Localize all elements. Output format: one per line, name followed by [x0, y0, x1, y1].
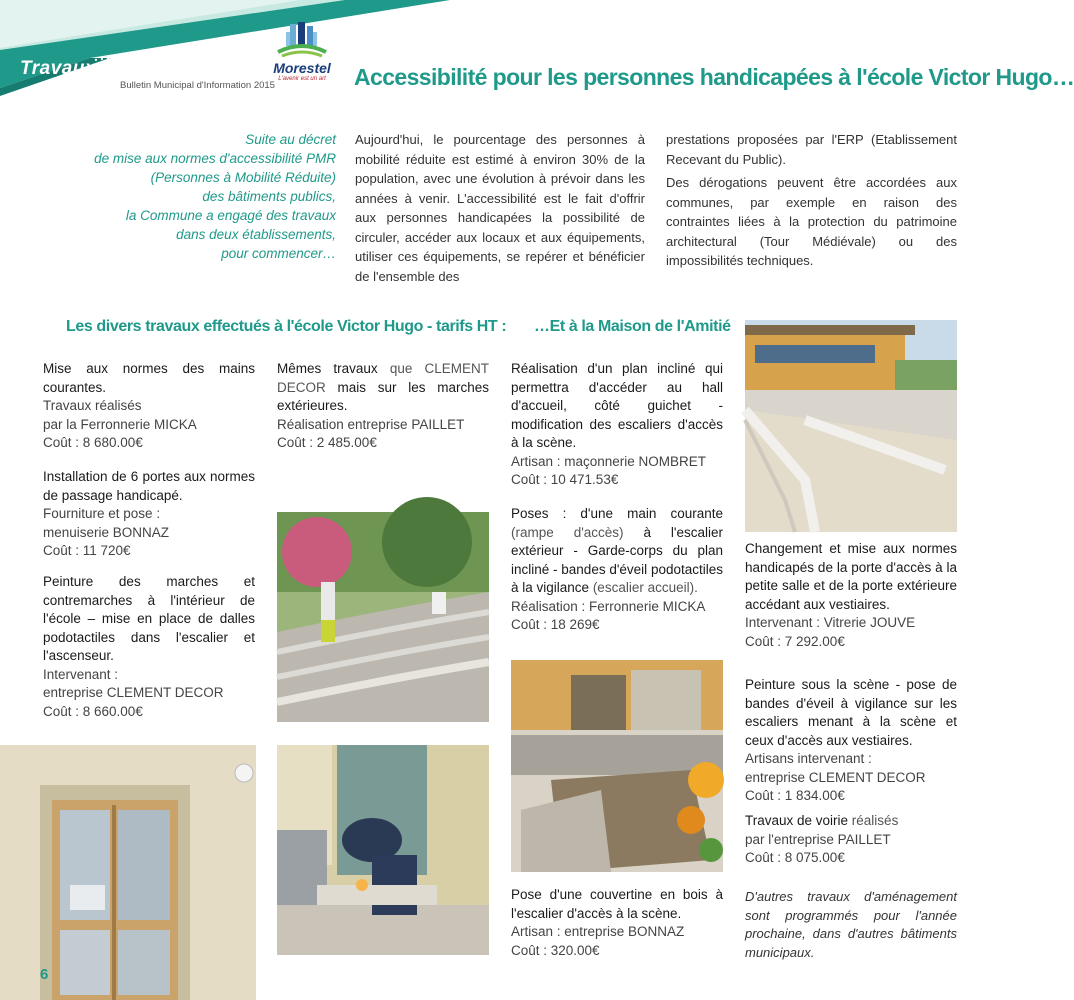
work-item — [43, 360, 255, 453]
work-detail: Intervenant : — [43, 666, 119, 682]
work-title: Peinture sous la scène - pose de bandes d'éveil à vigilance sur les escaliers menant à la scène et ceux d'accès aux vestiaires. — [745, 677, 957, 748]
work-detail: Réalisation : Ferronnerie MICKA — [511, 598, 706, 614]
work-item — [745, 540, 957, 651]
work-item — [43, 468, 255, 561]
worker-photo-image — [277, 745, 489, 955]
work-title-part: Mêmes travaux — [277, 361, 378, 376]
section-tag: Travaux — [20, 58, 97, 79]
work-title — [511, 505, 723, 598]
work-item — [43, 573, 255, 721]
intro-paragraph: Aujourd'hui, le pourcentage des personnes à mobilité réduite est estimé à environ 30% de la population, avec une évolution à prévoir dans les années à venir. L'accessibilité est le fait d'offrir aux personnes handicapées la possibilité de circuler, accéder aux locaux et aux équipements, utiliser ces équipements, se repérer et bénéficier de l'ensemble des — [355, 132, 645, 284]
work-item — [745, 812, 957, 868]
work-title: Peinture des marches et contremarches à l'intérieur de l'école – mise en place de dalles podotactiles dans l'escalier et l'ascenseur. — [43, 574, 255, 663]
bulletin-label: Bulletin Municipal d'Information 2015 — [120, 80, 275, 91]
intro-column-2 — [666, 130, 957, 275]
work-title-part: que — [377, 361, 425, 376]
logo-icon — [266, 22, 338, 62]
work-title: Pose d'une couvertine en bois à l'escalier d'accès à la scène. — [511, 887, 723, 921]
intro-lead-line: la Commune a engagé des travaux — [125, 208, 336, 223]
steps-photo-image — [277, 512, 489, 722]
work-item — [745, 676, 957, 806]
work-title: Changement et mise aux normes handicapés de la porte d'accès à la petite salle et de la porte extérieure accédant aux vestiaires. — [745, 541, 957, 612]
work-cost: Coût : 8 680.00€ — [43, 435, 143, 450]
work-cost: Coût : 8 075.00€ — [745, 850, 845, 865]
work-item — [511, 505, 723, 635]
intro-paragraph: Des dérogations peuvent être accordées aux communes, par exemple en raison des contraintes liées à la protection du patrimoine architectural (Tour Médiévale) ou des impossibilités techniques. — [666, 175, 957, 268]
work-title — [745, 812, 957, 831]
intro-paragraph-continued: prestations proposées par l'ERP (Etablissement Recevant du Public). — [666, 132, 957, 167]
work-detail: Intervenant : Vitrerie JOUVE — [745, 615, 916, 630]
work-detail: entreprise CLEMENT DECOR — [745, 769, 926, 785]
logo-tagline: L'avenir est un art — [278, 76, 326, 82]
work-title-part: CLEMENT DECOR — [277, 361, 489, 395]
work-detail: par l'entreprise PAILLET — [745, 831, 891, 847]
work-cost: Coût : 320.00€ — [511, 942, 600, 958]
work-detail: Fourniture et pose : — [43, 506, 161, 521]
photo-maison-building — [745, 320, 957, 532]
work-detail: par la Ferronnerie MICKA — [43, 416, 197, 432]
work-item — [511, 360, 723, 490]
intro-lead — [40, 130, 336, 263]
work-title — [277, 360, 489, 416]
work-detail: Artisans intervenant : — [745, 751, 872, 766]
work-detail: Artisan : maçonnerie NOMBRET — [511, 453, 707, 469]
photo-school-steps — [277, 512, 489, 722]
work-title-part: Poses : d'une main courante — [511, 506, 723, 521]
photo-maison-ramp — [511, 660, 723, 872]
work-cost: Coût : 2 485.00€ — [277, 435, 377, 450]
work-title-part: mais sur les marches extérieures. — [277, 379, 489, 413]
logo-name: Morestel — [273, 60, 331, 76]
work-title: Mise aux normes des mains courantes. — [43, 361, 255, 395]
intro-column-1 — [355, 130, 645, 290]
work-cost: Coût : 18 269€ — [511, 617, 600, 632]
work-title: Réalisation d'un plan incliné qui permettra d'accéder au hall d'accueil, côté guichet - modification des escaliers d'accès à la scène. — [511, 361, 723, 450]
intro-lead-line: dans deux établissements, — [176, 227, 336, 242]
work-title: Installation de 6 portes aux normes de passage handicapé. — [43, 469, 255, 503]
maison-works-heading: …Et à la Maison de l'Amitié — [534, 318, 731, 335]
work-title-part: réalisés — [848, 813, 899, 828]
ramp-photo-image — [511, 660, 723, 872]
work-title-part: (rampe d'accès) — [511, 524, 624, 540]
page-number: 6 — [40, 966, 49, 983]
page-title: Accessibilité pour les personnes handicapées à l'école Victor Hugo… — [354, 64, 1074, 90]
door-photo-image — [0, 745, 256, 1000]
intro-lead-line: (Personnes à Mobilité Réduite) — [150, 170, 336, 185]
intro-lead-line: Suite au décret — [245, 132, 336, 147]
work-cost: Coût : 7 292.00€ — [745, 633, 845, 649]
work-title-part: (escalier accueil). — [592, 580, 698, 595]
work-title-part: Travaux de voirie — [745, 813, 849, 828]
intro-lead-line: de mise aux normes d'accessibilité PMR — [94, 151, 336, 166]
intro-lead-line: pour commencer… — [221, 246, 336, 261]
closing-note: D'autres travaux d'aménagement sont programmés pour l'année prochaine, dans d'autres bâtiments municipaux. — [745, 889, 957, 960]
building-photo-image — [745, 320, 957, 532]
photo-new-door — [0, 745, 256, 1000]
work-cost: Coût : 1 834.00€ — [745, 788, 845, 803]
work-cost: Coût : 10 471.53€ — [511, 472, 619, 487]
photo-worker-grinding — [277, 745, 489, 955]
intro-lead-line: des bâtiments publics, — [202, 189, 336, 204]
work-title-part: à l'escalier extérieur - Garde-corps du plan incliné - bandes d'éveil podotactiles à la vigilance — [511, 524, 724, 595]
work-detail: Réalisation entreprise PAILLET — [277, 416, 465, 432]
school-works-heading: Les divers travaux effectués à l'école Victor Hugo - tarifs HT : — [66, 318, 507, 335]
work-cost: Coût : 8 660.00€ — [43, 703, 143, 719]
work-detail: entreprise CLEMENT DECOR — [43, 685, 224, 700]
work-detail: Artisan : entreprise BONNAZ — [511, 924, 685, 939]
work-detail: Travaux réalisés — [43, 398, 142, 413]
work-item — [511, 886, 723, 960]
work-detail: menuiserie BONNAZ — [43, 524, 170, 540]
work-cost: Coût : 11 720€ — [43, 543, 131, 558]
work-item — [277, 360, 489, 453]
